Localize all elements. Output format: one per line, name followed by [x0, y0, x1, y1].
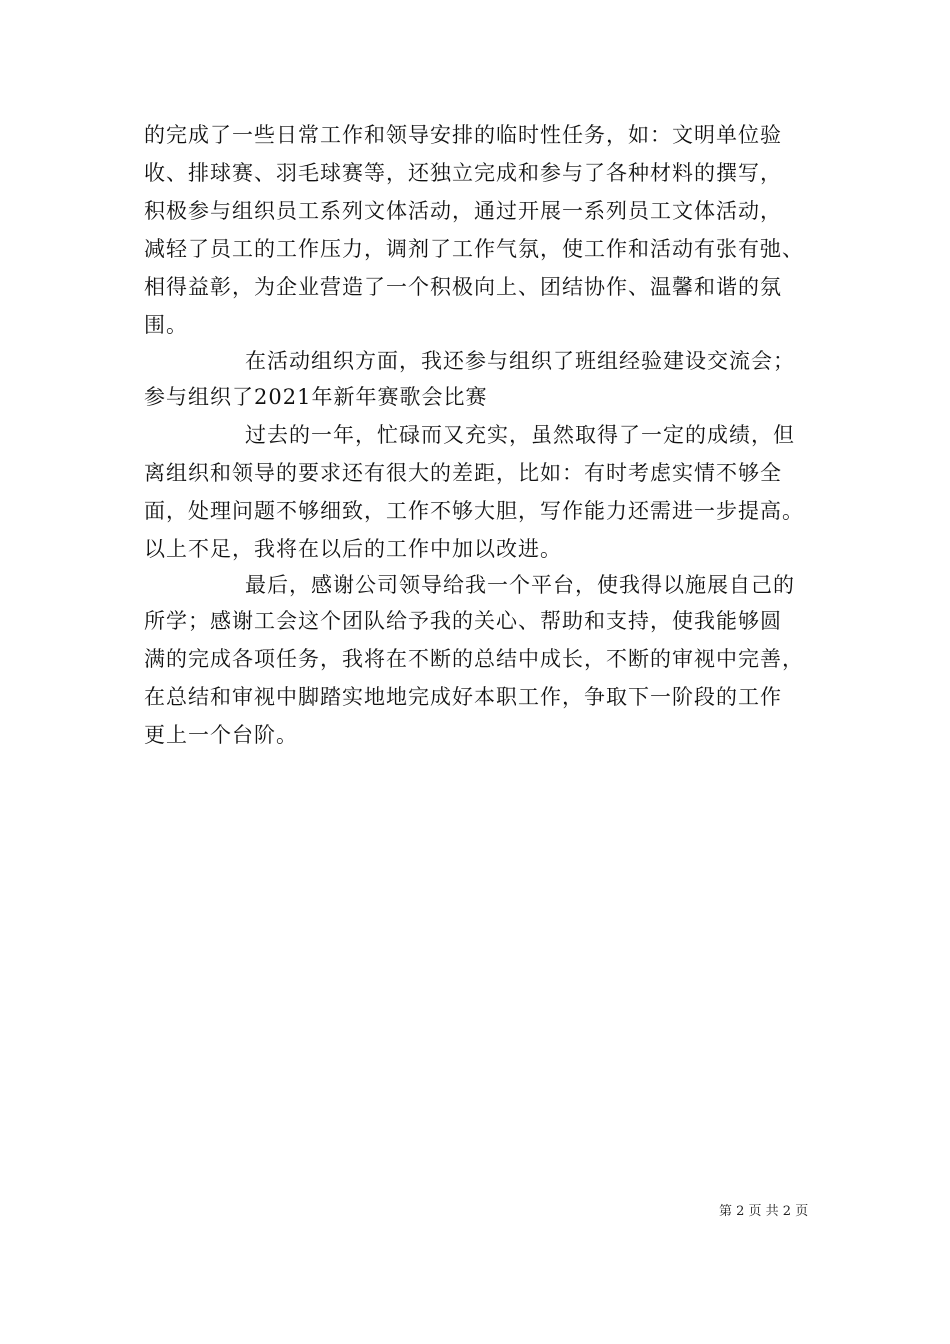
body-text-line: 面，处理问题不够细致，工作不够大胆，写作能力还需进一步提高。 — [144, 499, 804, 523]
body-text-line: 离组织和领导的要求还有很大的差距，比如：有时考虑实情不够全 — [144, 461, 782, 485]
body-text-line: 围。 — [144, 313, 188, 337]
body-text-line: 所学；感谢工会这个团队给予我的关心、帮助和支持，使我能够圆 — [144, 609, 782, 633]
body-text-line: 收、排球赛、羽毛球赛等，还独立完成和参与了各种材料的撰写， — [144, 161, 782, 185]
page-number-footer: 第 2 页 共 2 页 — [719, 1204, 809, 1219]
paragraph-first-line: 最后，感谢公司领导给我一个平台，使我得以施展自己的 — [245, 573, 795, 597]
body-text-line: 以上不足，我将在以后的工作中加以改进。 — [144, 537, 562, 561]
body-text-line: 满的完成各项任务，我将在不断的总结中成长，不断的审视中完善， — [144, 647, 804, 671]
body-text-line: 参与组织了2021年新年赛歌会比赛 — [144, 385, 488, 409]
body-text-line: 的完成了一些日常工作和领导安排的临时性任务，如：文明单位验 — [144, 123, 782, 147]
body-text-line: 更上一个台阶。 — [144, 723, 298, 747]
paragraph-first-line: 在活动组织方面，我还参与组织了班组经验建设交流会； — [245, 349, 795, 373]
body-text-line: 在总结和审视中脚踏实地地完成好本职工作，争取下一阶段的工作 — [144, 685, 782, 709]
body-text-line: 积极参与组织员工系列文体活动，通过开展一系列员工文体活动， — [144, 199, 782, 223]
body-text-line: 相得益彰，为企业营造了一个积极向上、团结协作、温馨和谐的氛 — [144, 275, 782, 299]
body-text-line: 减轻了员工的工作压力，调剂了工作气氛，使工作和活动有张有弛、 — [144, 237, 804, 261]
paragraph-first-line: 过去的一年，忙碌而又充实，虽然取得了一定的成绩，但 — [245, 423, 795, 447]
